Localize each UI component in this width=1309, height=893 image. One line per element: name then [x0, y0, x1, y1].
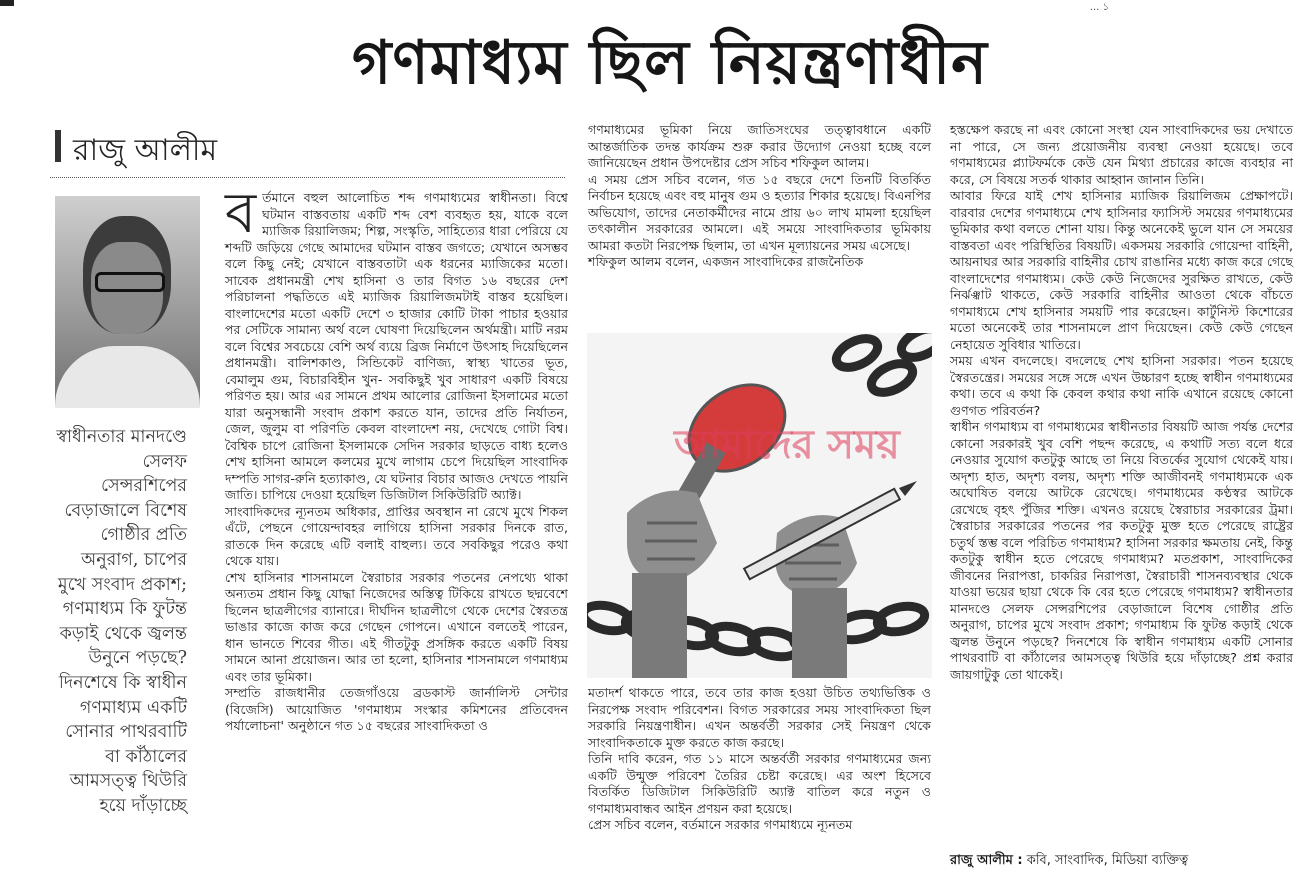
- illustration-graphic: [587, 333, 932, 678]
- paragraph: মতাদর্শ থাকতে পারে, তবে তার কাজ হওয়া উচিত তথ্যভিত্তিক ও নিরপেক্ষ সংবাদ পরিবেশন। বিগত সরকারের সময় সাংবাদিকতা ছিল সরকারি নিয়ন্ত্রণাধীন। এখন অন্তর্বর্তী সরকার সেই নিয়ন্ত্রণ থেকে সাংবাদিকতাকে মুক্ত করতে কাজ করছে।: [588, 685, 931, 750]
- paragraph: হস্তক্ষেপ করছে না এবং কোনো সংস্থা যেন সাংবাদিকদের ভয় দেখাতে না পারে, সে জন্য প্রয়োজনীয় ব্যবস্থা নেওয়া হয়েছে। তবে গণমাধ্যমের প্ল্যাটফর্মকে কেউ যেন মিথ্যা প্রচারের কাজে ব্যবহার না করে, সে বিষয়ে সতর্ক থাকার আহ্বান জানান তিনি।: [950, 122, 1293, 187]
- article-column-2-top: [588, 122, 931, 271]
- paragraph: শফিকুল আলম বলেন, একজন সাংবাদিকের রাজনৈতিক: [588, 254, 864, 269]
- paragraph: আবার ফিরে যাই শেখ হাসিনার ম্যাজিক রিয়ালিজম প্রেক্ষাপটে। বারবার দেশের গণমাধ্যমে শেখ হাসিনার ফ্যাসিস্ট সময়ের গণমাধ্যমের ভূমিকার কথা বলতে শোনা যায়। কিন্তু অনেকেই ভুলে যান সে সময়ের বাস্তবতা এবং পরিস্থিতির বিষয়টি। একসময় সরকারি গোয়েন্দা বাহিনী, আয়নাঘর আর সরকারি বাহিনীর চোখ রাঙানির মধ্যে কাজ করে গেছে বাংলাদেশের গণমাধ্যম। কেউ কেউ নিজেদের সুরক্ষিত রাখতে, কেউ নির্ঝঞ্ঝাট থাকতে, কেউ সরকারি বাহিনীর আওতা থেকে বাঁচতে গণমাধ্যমে শেখ হাসিনার সময়টি পার করেছেন। কার্টুনিস্ট কিশোরের মতো অনেকেই তার শাসনামলে প্রাণ দিয়েছেন। কেউ কেউ গেছেন নেহায়েত সুবিধার খাতিরে।: [950, 188, 1293, 352]
- paragraph: তিনি দাবি করেন, গত ১১ মাসে অন্তর্বর্তী সরকার গণমাধ্যমের জন্য একটি উন্মুক্ত পরিবেশ তৈরির চেষ্টা করেছে। এর অংশ হিসেবে বিতর্কিত ডিজিটাল সিকিউরিটি অ্যাক্ট বাতিল করে নতুন ও গণমাধ্যমবান্ধব আইন প্রণয়ন করা হয়েছে।: [588, 751, 931, 816]
- photo-glasses: [95, 272, 165, 292]
- pull-quote: স্বাধীনতার মানদণ্ডে সেলফ সেন্সরশিপের বেড়াজালে বিশেষ গোষ্ঠীর প্রতি অনুরাগ, চাপের মুখে সংবাদ প্রকাশ; গণমাধ্যম কি ফুটন্ত কড়াই থেকে জ্বলন্ত উনুনে পড়ছে? দিনশেষে কি স্বাধীন গণমাধ্যম একটি সোনার পাথরবাটি বা কাঁঠালের আমসত্ত্ব থিউরি হয়ে দাঁড়াচ্ছে: [56, 427, 187, 816]
- author-name: রাজু আলীম: [73, 133, 218, 168]
- paragraph: গণমাধ্যমের ভূমিকা নিয়ে জাতিসংঘের তত্ত্বাবধানে একটি আন্তর্জাতিক তদন্ত কার্যক্রম শুরু করার উদ্যোগ নেওয়া হচ্ছে বলে জানিয়েছেন প্রধান উপদেষ্টার প্রেস সচিব শফিকুল আলম।: [588, 122, 931, 170]
- paragraph: সম্প্রতি রাজধানীর তেজগাঁওয়ে ব্রডকাস্ট জার্নালিস্ট সেন্টার (বিজেসি) আয়োজিত 'গণমাধ্যম সংস্কার কমিশনের প্রতিবেদন পর্যালোচনা' অনুষ্ঠানে গত ১৫ বছরের সাংবাদিকতা ও: [225, 685, 568, 733]
- paragraph: সময় এখন বদলেছে। বদলেছে শেখ হাসিনা সরকার। পতন হয়েছে স্বৈরতন্ত্রের। সময়ের সঙ্গে সঙ্গে এখন উচ্চারণ হচ্ছে স্বাধীন গণমাধ্যমের কথা। তবে এ কথা কি কেবল কথার কথা নাকি এখানে রয়েছে কোনো গুণগত পরিবর্তন?: [950, 353, 1293, 418]
- paragraph: স্বাধীন গণমাধ্যম বা গণমাধ্যমের স্বাধীনতার বিষয়টি আজ পর্যন্ত দেশের কোনো সরকারই খুব বেশি পছন্দ করেছে, এ কথাটি সত্য বলে ধরে নেওয়ার সুযোগ কতটুকু আছে তা নিয়ে বিতর্কের সুযোগ থেকেই যায়। অদৃশ্য হাত, অদৃশ্য বলয়, অদৃশ্য শক্তি আজীবনই গণমাধ্যমকে এক অঘোষিত বলয়ে আটকে রেখেছে। গণমাধ্যমের কণ্ঠস্বর আটকে রেখেছে বৃহৎ পুঁজির শক্তি। এখনও রয়েছে স্বৈরাচার সরকারের ট্রমা। স্বৈরাচার সরকারের পতনের পর কতটুকু মুক্ত হতে পেরেছে রাষ্ট্রের চতুর্থ স্তম্ভ বলে পরিচিত গণমাধ্যম? হাসিনা সরকার ক্ষমতায় নেই, কিন্তু কতটুকু স্বাধীন হতে পেরেছে গণমাধ্যম? মতপ্রকাশ, সাংবাদিকের জীবনের নিরাপত্তা, চাকরির নিরাপত্তা, স্বৈরাচারী শাসনব্যবস্থার থেকে যাওয়া ভয়ের ছায়া থেকে কি বের হতে পেরেছে গণমাধ্যম? স্বাধীনতার মানদণ্ডে সেলফ সেন্সরশিপের বেড়াজালে বিশেষ গোষ্ঠীর প্রতি অনুরাগ, চাপের মুখে সংবাদ প্রকাশ; গণমাধ্যম কি ফুটন্ত কড়াই থেকে জ্বলন্ত উনুনে পড়ছে? দিনশেষে কি স্বাধীন গণমাধ্যম একটি সোনার পাথরবাটি বা কাঁঠালের আমসত্ত্ব থিউরি হয়ে দাঁড়াচ্ছে? প্রশ্ন করার জায়গাটুকু তো থাকেই।: [950, 419, 1293, 682]
- drop-cap: ব: [225, 181, 257, 246]
- paragraph: সাংবাদিকদের ন্যূনতম অধিকার, প্রাপ্তির অবস্থান না রেখে মুখে শিকল এঁটে, পেছনে গোয়েন্দাবহর লাগিয়ে হাসিনা সরকার দিনকে রাত, রাতকে দিন করেছে এটি বলাই বাহুল্য। তবে সবকিছুর পরেও কথা থেকে যায়।: [225, 503, 568, 568]
- top-page-fragment: ... ১: [1089, 2, 1109, 13]
- author-footer-note: [950, 851, 1293, 872]
- article-column-1: [225, 181, 568, 735]
- photo-shirt: [55, 346, 200, 408]
- author-photo: [55, 196, 200, 408]
- press-freedom-illustration: [587, 333, 932, 678]
- footer-author-description: কবি, সাংবাদিক, মিডিয়া ব্যক্তিত্ব: [1022, 853, 1189, 868]
- footer-author-name: রাজু আলীম :: [950, 853, 1023, 868]
- newspaper-watermark: আমাদের সময়: [674, 421, 900, 468]
- dotted-divider: [50, 177, 565, 178]
- paragraph: র্তমানে বহুল আলোচিত শব্দ গণমাধ্যমের স্বাধীনতা। বিশ্বে ঘটমান বাস্তবতায় একটি শব্দ বেশ ব্যবহৃত হয়, যাকে বলে ম্যাজিক রিয়ালিজম; শিল্প, সংস্কৃতি, সাহিত্যের ধারা পেরিয়ে যে শব্দটি জড়িয়ে গেছে আমাদের ঘটমান বাস্তব জগতে; যেখানে অসম্ভব বলে কিছু নেই; যেখানে বাস্তবতাটা এক ধরনের ম্যাজিকের মতো। সাবেক প্রধানমন্ত্রী শেখ হাসিনা ও তার বিগত ১৬ বছরের দেশ পরিচালনা পদ্ধতিতে এই ম্যাজিক রিয়ালিজমটাই বাস্তব হয়েছিল। বাংলাদেশের মতো একটি দেশে ৩ হাজার কোটি টাকা পাচার হওয়ার পর সেটিকে সামান্য অর্থ বলে ঘোষণা দিয়েছিলেন অর্থমন্ত্রী। মাটি নরম বলে বিশ্বের সবচেয়ে বেশি অর্থ ব্যয়ে ব্রিজ নির্মাণে উৎসাহ দিয়েছিলেন প্রধানমন্ত্রী। বালিশকাণ্ড, সিন্ডিকেট বাণিজ্য, স্বাস্থ্য খাতের ভূত, বেমালুম গুম, বিচারবিহীন খুন- সবকিছুই খুব সাধারণ একটি বিষয়ে পরিণত হয়। আর এর সামনে প্রথম আলোর রোজিনা ইসলামের মতো যারা অনুসন্ধানী সংবাদ প্রকাশ করতে যান, তাদের প্রতি নির্যাতন, জেল, জুলুম বা পরিণতি কেবল বাংলাদেশ নয়, দেখেছে গোটা বিশ্ব। বৈশ্বিক চাপে রোজিনা ইসলামকে সেদিন সরকার ছাড়তে বাধ্য হলেও শেখ হাসিনা আমলে কলমের মুখে লাগাম চেপে দিয়েছিল সাংবাদিক দম্পতি সাগর-রুনি হত্যাকাণ্ড, যে ঘটনার বিচার আজও দেখতে পায়নি জাতি। চাপিয়ে দেওয়া হয়েছিল ডিজিটাল সিকিউরিটি অ্যাক্ট।: [225, 190, 568, 502]
- paragraph: শেখ হাসিনার শাসনামলে স্বৈরাচার সরকার পতনের নেপথ্যে থাকা অন্যতম প্রধান কিছু যোদ্ধা নিজেদের অস্তিত্ব টিকিয়ে রাখতে ছদ্মবেশে ছিলেন ছাত্রলীগের ব্যানারে। দীর্ঘদিন ছাত্রলীগে থেকে দেশের স্বৈরতন্ত্র ভাঙার কাজে কাজ করে গেছেন গোপনে। এখানে বলতেই পারেন, ধান ভানতে শিবের গীত। এই গীতটুকু প্রসঙ্গিক করতে একটি বিষয় সামনে আনা প্রয়োজন। আর তা হলো, হাসিনার শাসনামলে গণমাধ্যম এবং তার ভূমিকা।: [225, 569, 568, 684]
- byline-bar: [55, 130, 61, 162]
- corner-mark: [0, 0, 14, 6]
- headline: গণমাধ্যম ছিল নিয়ন্ত্রণাধীন: [352, 28, 988, 98]
- paragraph: প্রেস সচিব বলেন, বর্তমানে সরকার গণমাধ্যমে ন্যূনতম: [588, 817, 853, 832]
- paragraph: এ সময় প্রেস সচিব বলেন, গত ১৫ বছরে দেশে তিনটি বিতর্কিত নির্বাচন হয়েছে এবং বহু মানুষ গুম ও হত্যার শিকার হয়েছে। বিএনপির অভিযোগ, তাদের নেতাকর্মীদের নামে প্রায় ৬০ লাখ মামলা হয়েছিল তৎকালীন সরকারের আমলে। এই সময়ে সাংবাদিকতার ভূমিকায় আমরা কতটা নিরপেক্ষ ছিলাম, তা এখন মূল্যায়নের সময় এসেছে।: [588, 171, 931, 253]
- article-column-3: [950, 122, 1293, 683]
- article-column-2-bottom: [588, 685, 931, 834]
